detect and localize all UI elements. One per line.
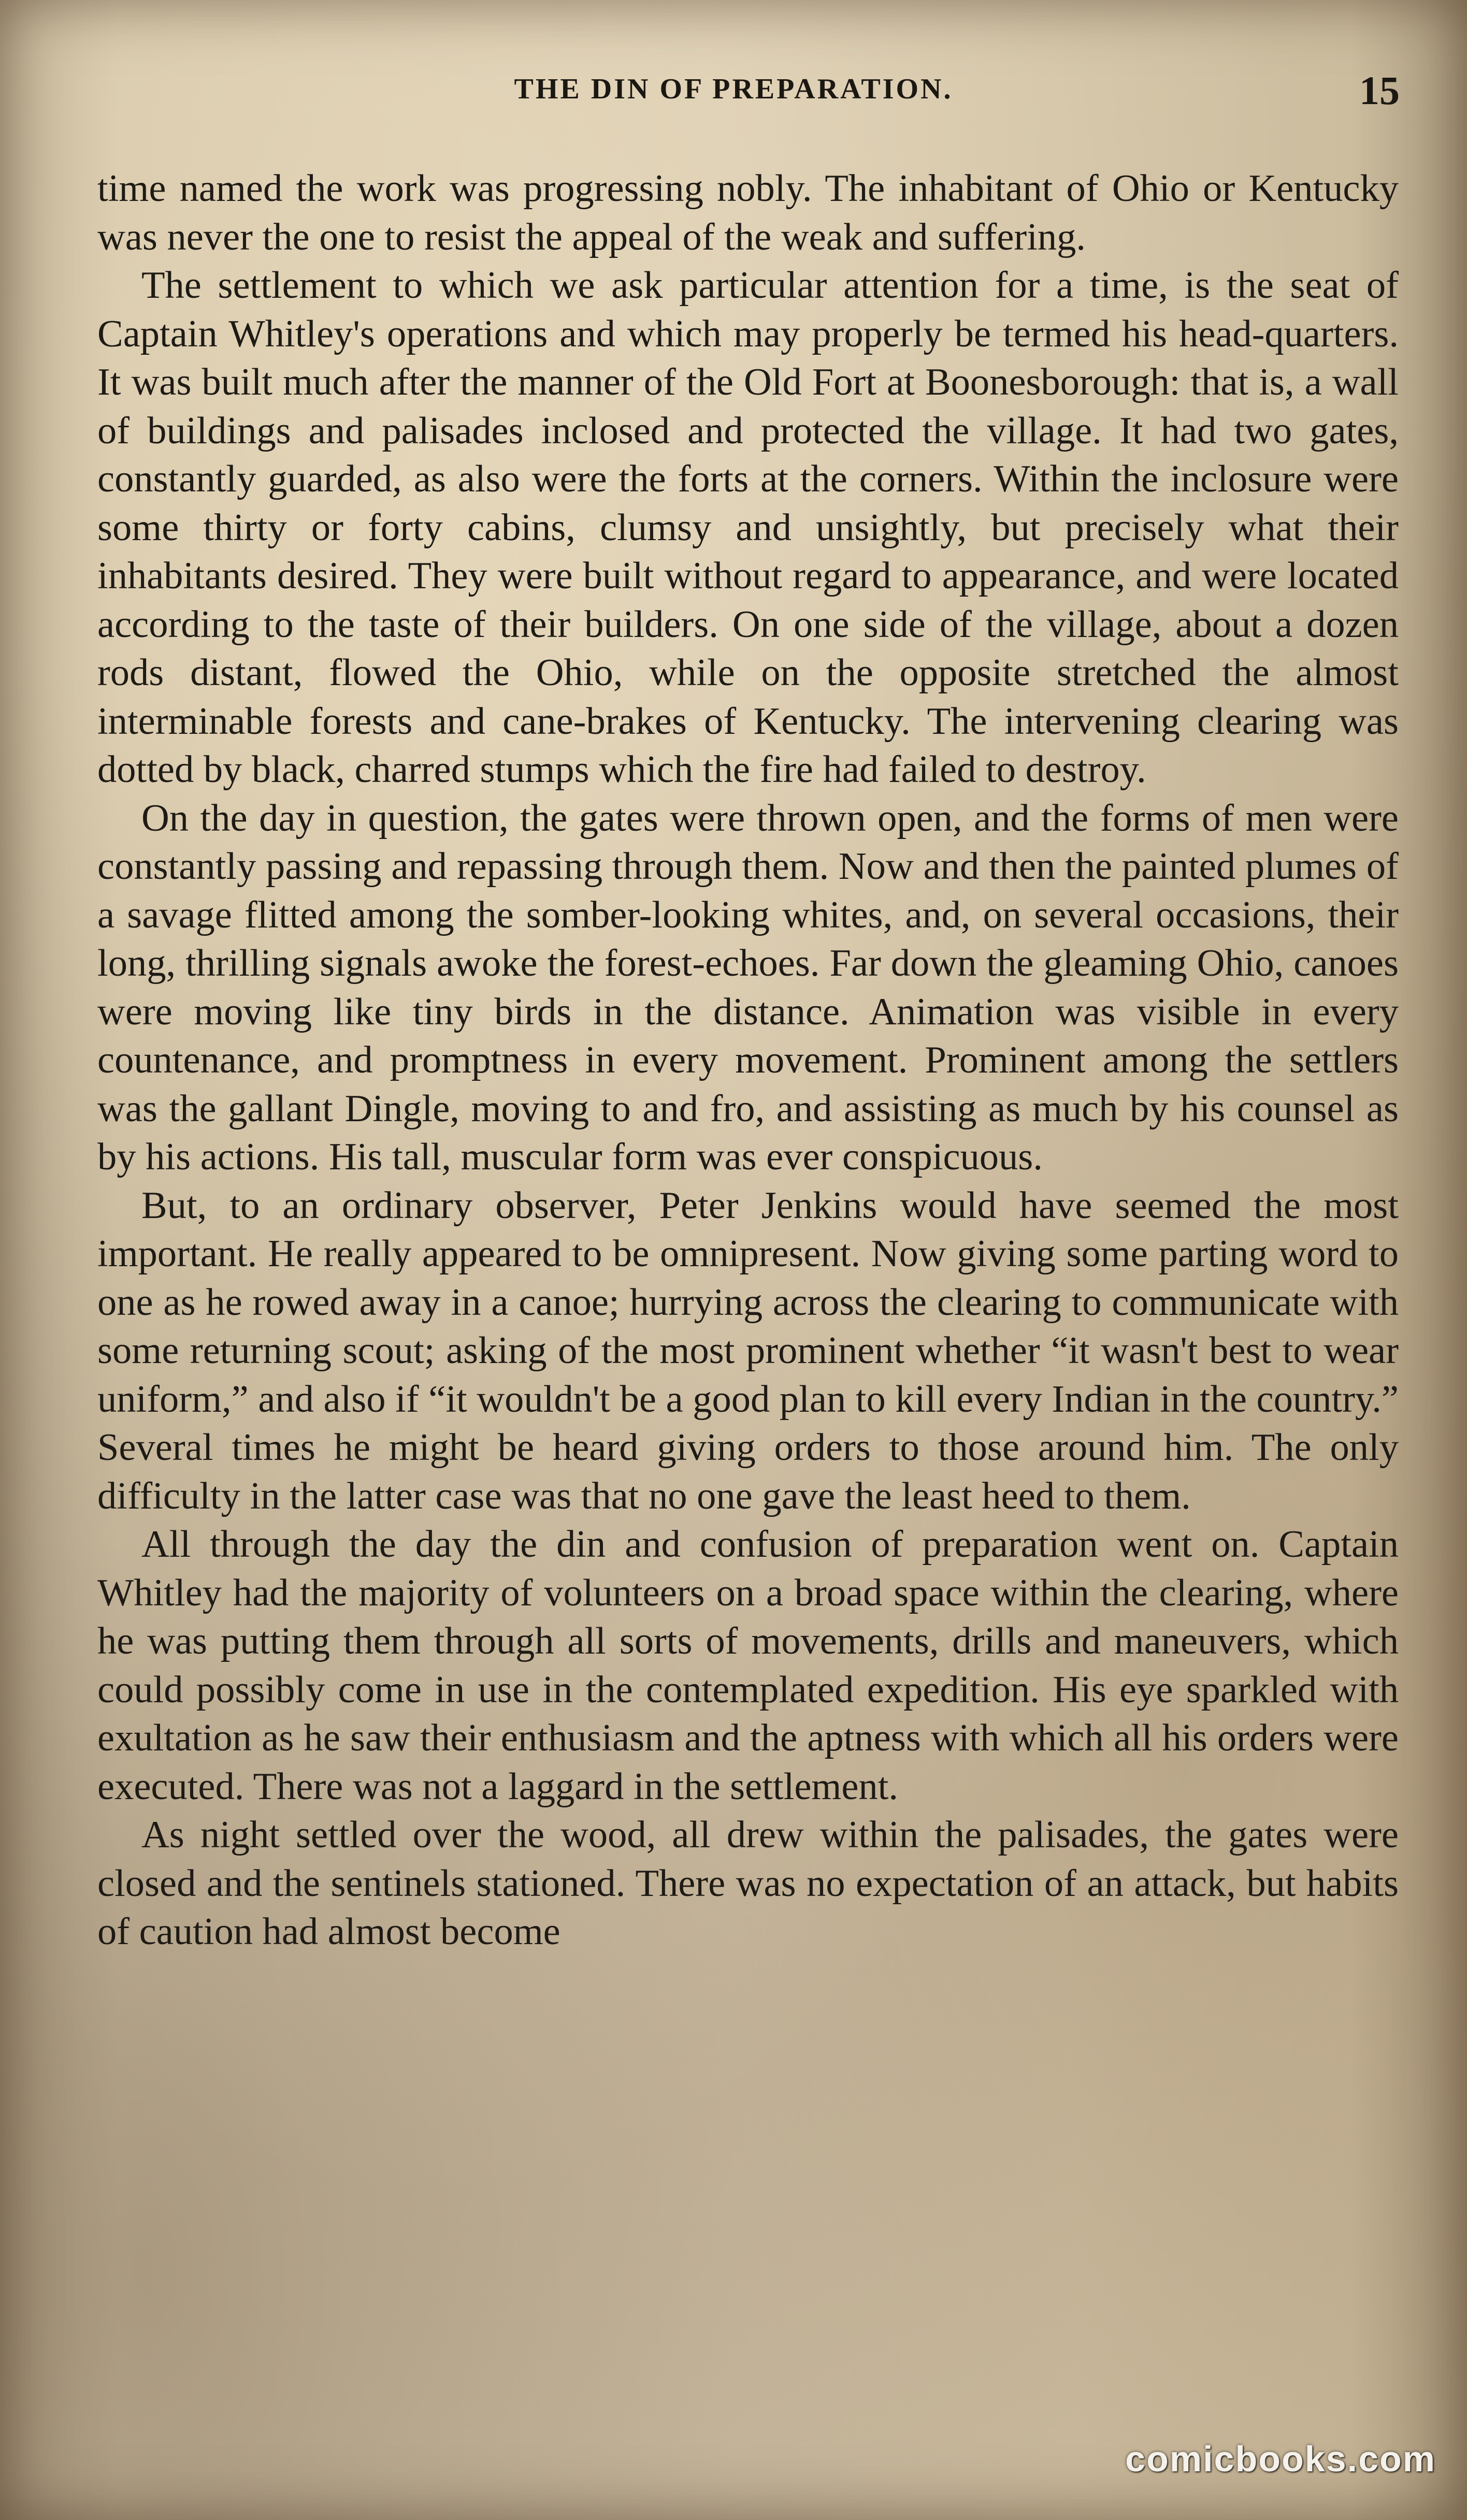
paragraph: But, to an ordinary observer, Peter Jenkins would have seemed the most important. He really appeared to be omnipresent. Now giving some parting word to one as he rowed away in a canoe; hurrying across the clearing to communicate with some returning scout; asking of the most prominent whether “it wasn't best to wear uniform,” and also if “it wouldn't be a good plan to kill every Indian in the country.” Several times he might be heard giving orders to those around him. The only difficulty in the latter case was that no one gave the least heed to them. [97, 1184, 1399, 1517]
page-header [0, 68, 1467, 119]
watermark: comicbooks.com [1125, 2439, 1436, 2479]
page-number: 15 [1359, 68, 1400, 113]
paragraph: time named the work was progressing nobly. The inhabitant of Ohio or Kentucky was never the one to resist the appeal of the weak and suffering. [97, 167, 1399, 258]
paragraph: As night settled over the wood, all drew within the palisades, the gates were closed and the sentinels stationed. There was no expectation of an attack, but habits of caution had almost become [97, 1814, 1399, 1953]
paragraph: On the day in question, the gates were thrown open, and the forms of men were constantly passing and repassing through them. Now and then the painted plumes of a savage flitted among the somber-looking whites, and, on several occasions, their long, thrilling signals awoke the forest-echoes. Far down the gleaming Ohio, canoes were moving like tiny birds in the distance. Animation was visible in every countenance, and promptness in every movement. Prominent among the settlers was the gallant Dingle, moving to and fro, and assisting as much by his counsel as by his actions. His tall, muscular form was ever conspicuous. [97, 796, 1399, 1178]
paragraph: All through the day the din and confusion of preparation went on. Captain Whitley had the majority of volunteers on a broad space within the clearing, where he was putting them through all sorts of movements, drills and maneuvers, which could possibly come in use in the contemplated expedition. His eye sparkled with exultation as he saw their enthusiasm and the aptness with which all his orders were executed. There was not a laggard in the settlement. [97, 1523, 1399, 1808]
body-text [97, 165, 1399, 1957]
running-head: THE DIN OF PREPARATION. [514, 73, 953, 105]
paragraph: The settlement to which we ask particular attention for a time, is the seat of Captain Whitley's operations and which may properly be termed his head-quarters. It was built much after the manner of the Old Fort at Boonesborough: that is, a wall of buildings and palisades inclosed and protected the village. It had two gates, constantly guarded, as also were the forts at the corners. Within the inclosure were some thirty or forty cabins, clumsy and unsightly, but precisely what their inhabitants desired. They were built without regard to appearance, and were located according to the taste of their builders. On one side of the village, about a dozen rods distant, flowed the Ohio, while on the opposite stretched the almost interminable forests and cane-brakes of Kentucky. The intervening clearing was dotted by black, charred stumps which the fire had failed to destroy. [97, 264, 1399, 791]
